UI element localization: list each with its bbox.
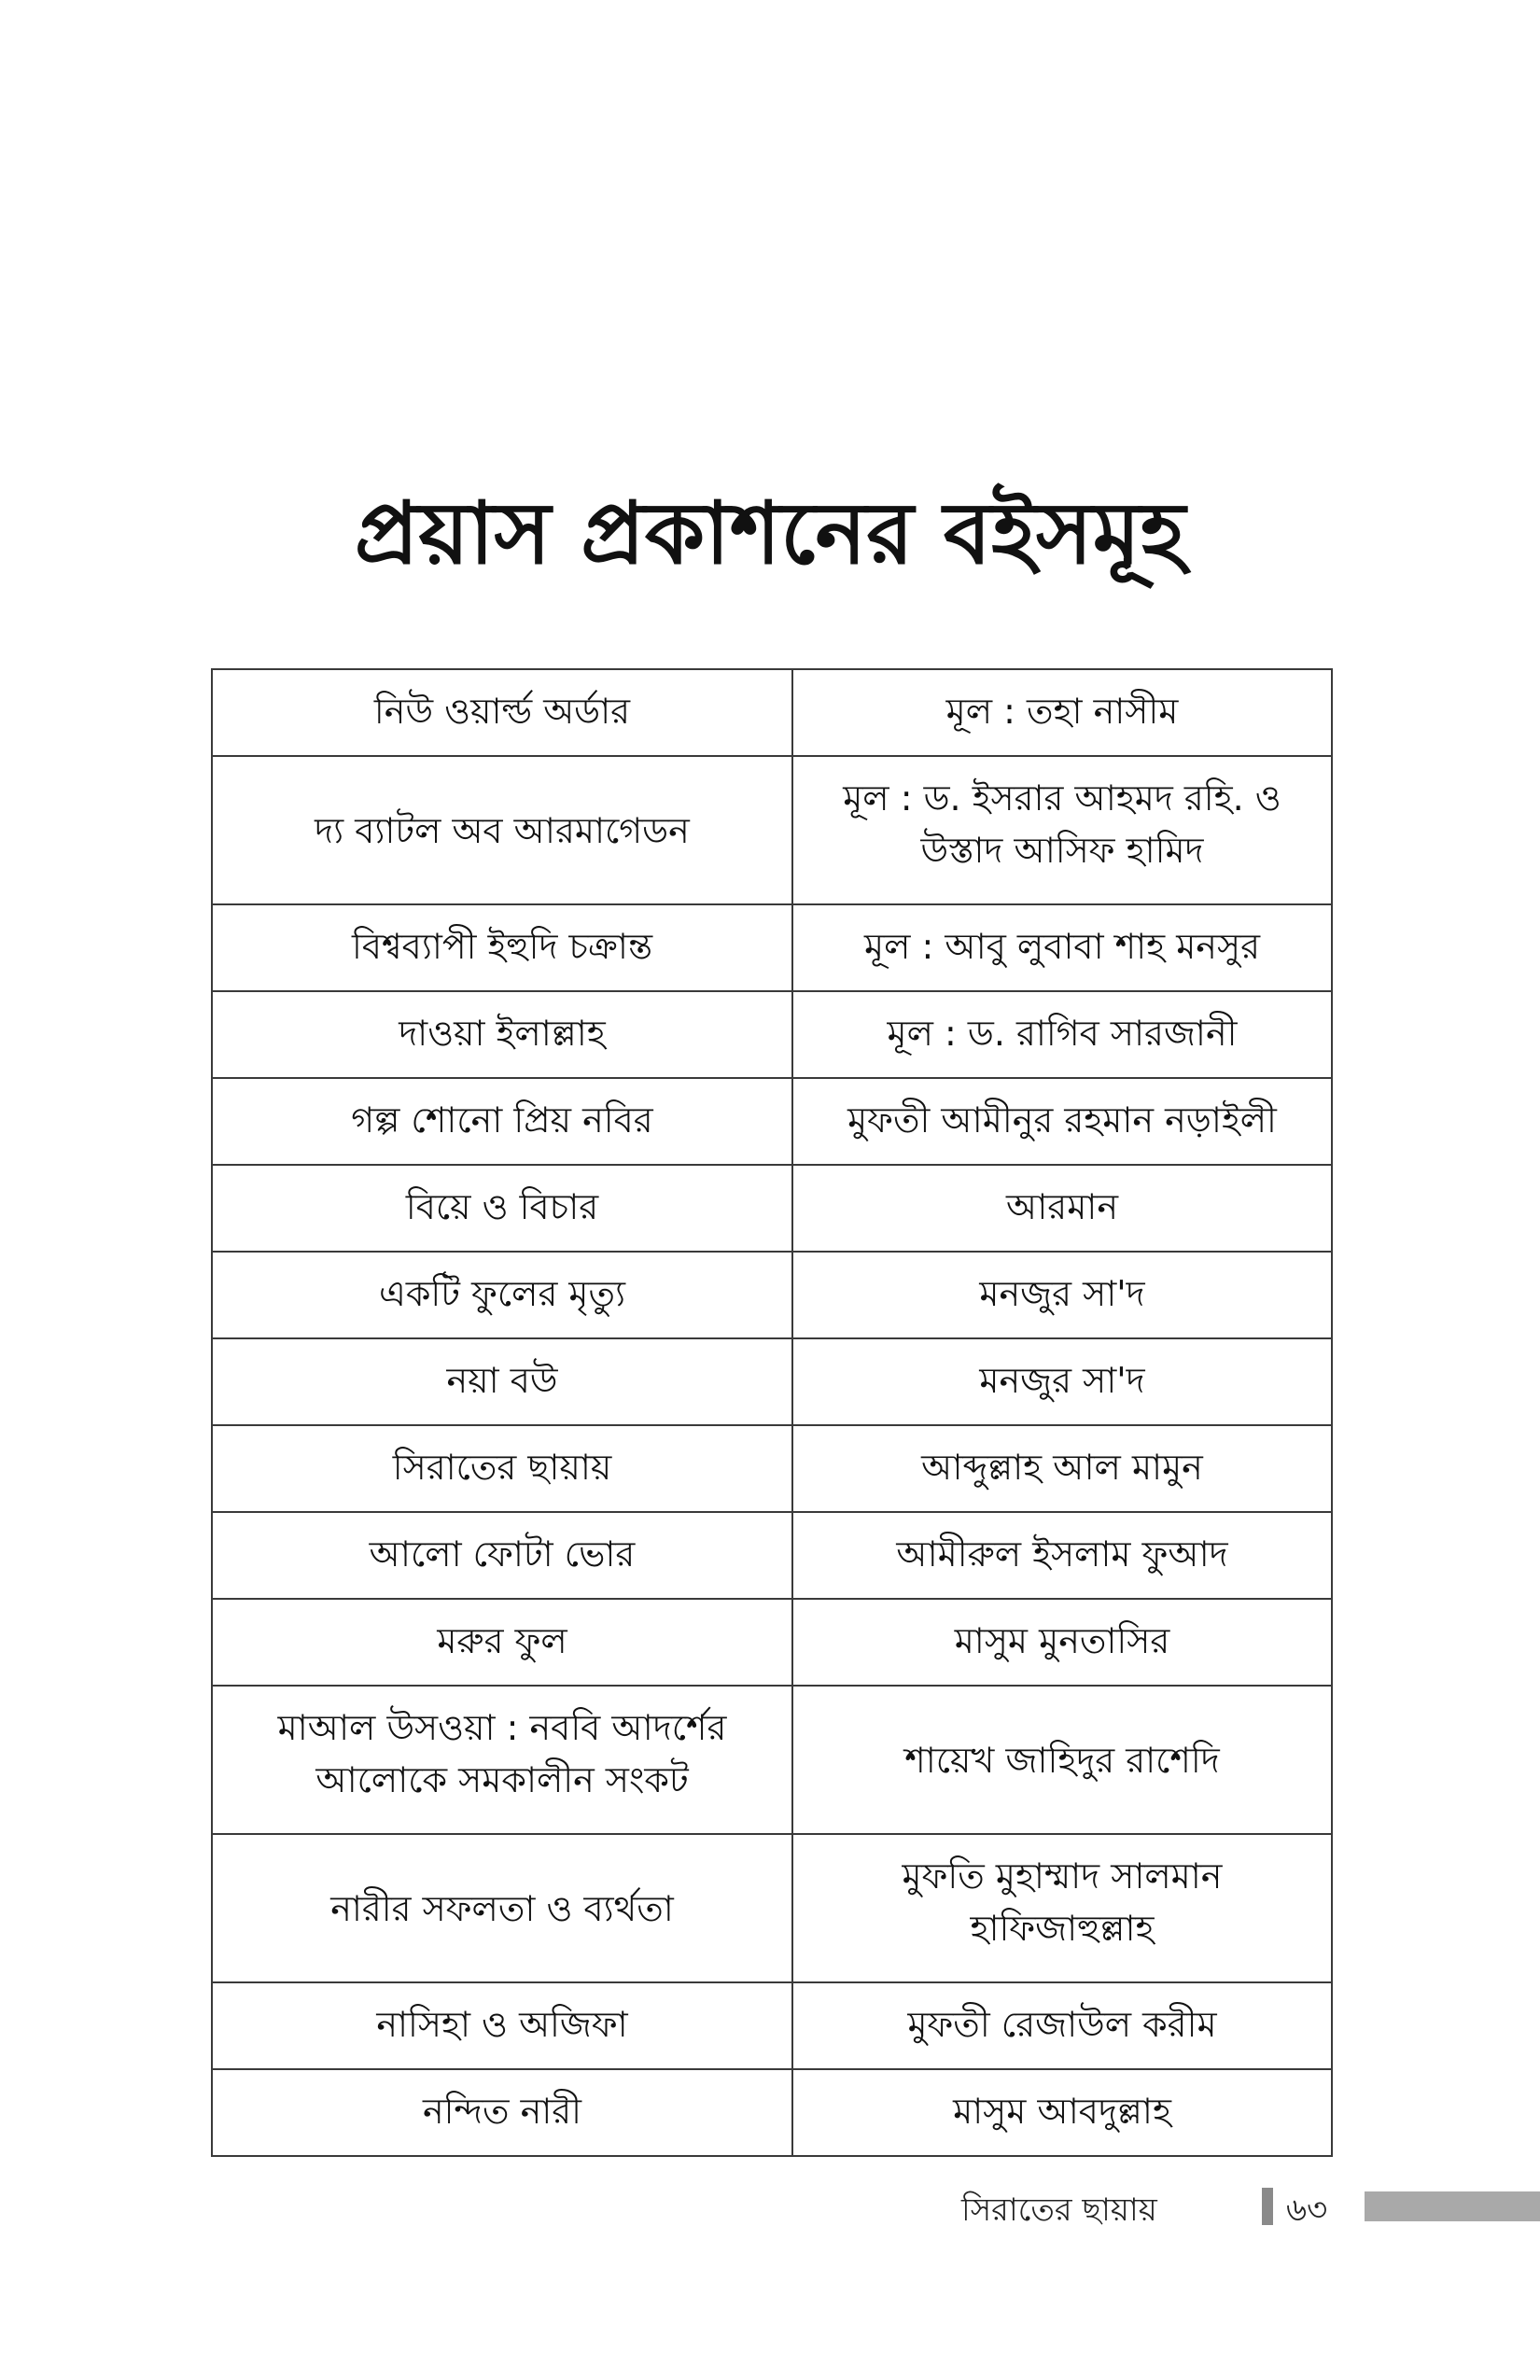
- book-author: মাসুম মুনতাসির: [792, 1599, 1332, 1686]
- book-title: মরুর ফুল: [212, 1599, 792, 1686]
- book-title: দাওয়া ইলাল্লাহ: [212, 991, 792, 1078]
- book-title: দ্য ব্যাটল অব আরমাগেডন: [212, 756, 792, 904]
- book-author: মনজুর সা'দ: [792, 1338, 1332, 1425]
- book-title: সিরাতের ছায়ায়: [212, 1425, 792, 1512]
- book-author: মুফতী আমীনুর রহমান নড়াইলী: [792, 1078, 1332, 1165]
- table-row: [212, 1834, 1332, 1982]
- book-author: মুফতি মুহাম্মাদ সালমান হাফিজাহুল্লাহ: [792, 1834, 1332, 1982]
- book-author: মূল : আবু লুবাবা শাহ মনসুর: [792, 904, 1332, 991]
- table-row: [212, 1252, 1332, 1338]
- footer-divider: [1262, 2188, 1273, 2225]
- page-number: ৬৩: [1286, 2191, 1328, 2229]
- page-title: প্রয়াস প্রকাশনের বইসমূহ: [354, 483, 1186, 583]
- book-author: মুফতী রেজাউল করীম: [792, 1982, 1332, 2069]
- book-title: নিউ ওয়ার্ল্ড অর্ডার: [212, 669, 792, 756]
- table-row: [212, 1512, 1332, 1599]
- book-author: মূল : ড. রাগিব সারজানী: [792, 991, 1332, 1078]
- book-title: একটি ফুলের মৃত্যু: [212, 1252, 792, 1338]
- book-title: নাসিহা ও অজিফা: [212, 1982, 792, 2069]
- book-author: মনজুর সা'দ: [792, 1252, 1332, 1338]
- table-row: [212, 1165, 1332, 1252]
- book-author: মূল : ড. ইসরার আহমদ রহি. ও উস্তাদ আসিফ হামিদ: [792, 756, 1332, 904]
- book-author: মাসুম আবদুল্লাহ: [792, 2069, 1332, 2156]
- book-title: মাআল উসওয়া : নববি আদর্শের আলোকে সমকালীন সংকট: [212, 1686, 792, 1834]
- book-author: মূল : তহা নাসীম: [792, 669, 1332, 756]
- book-title: নারীর সফলতা ও ব্যর্থতা: [212, 1834, 792, 1982]
- footer-bar: [1365, 2191, 1540, 2221]
- table-row: [212, 1425, 1332, 1512]
- book-author: আমীরুল ইসলাম ফুআদ: [792, 1512, 1332, 1599]
- table-row: [212, 1338, 1332, 1425]
- table-row: [212, 991, 1332, 1078]
- page-footer: [0, 2180, 1540, 2246]
- books-table: [211, 668, 1333, 2157]
- table-row: [212, 1599, 1332, 1686]
- running-title: সিরাতের ছায়ায়: [961, 2191, 1157, 2229]
- book-title: বিশ্বব্যাপী ইহুদি চক্রান্ত: [212, 904, 792, 991]
- table-row: [212, 756, 1332, 904]
- book-title: নন্দিত নারী: [212, 2069, 792, 2156]
- book-author: আব্দুল্লাহ আল মামুন: [792, 1425, 1332, 1512]
- table-row: [212, 1686, 1332, 1834]
- table-row: [212, 1078, 1332, 1165]
- table-row: [212, 669, 1332, 756]
- table-row: [212, 2069, 1332, 2156]
- book-title: আলো ফোটা ভোর: [212, 1512, 792, 1599]
- book-title: গল্প শোনো প্রিয় নবির: [212, 1078, 792, 1165]
- table-row: [212, 904, 1332, 991]
- book-title: নয়া বউ: [212, 1338, 792, 1425]
- book-author: শায়েখ জাহিদুর রাশেদি: [792, 1686, 1332, 1834]
- table-row: [212, 1982, 1332, 2069]
- book-author: আরমান: [792, 1165, 1332, 1252]
- book-title: বিয়ে ও বিচার: [212, 1165, 792, 1252]
